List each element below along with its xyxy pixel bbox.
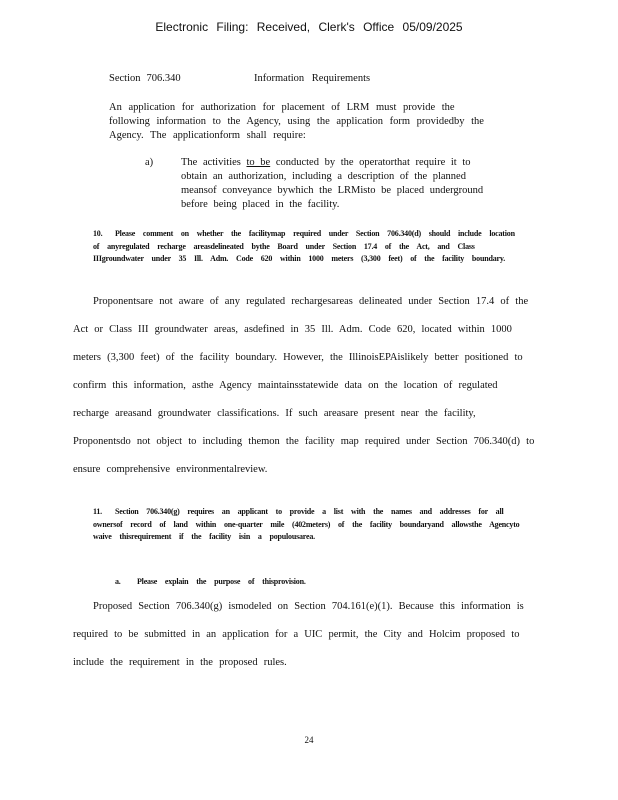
section-intro-paragraph: An application for authorization for placement of LRM must provide the following information to the Agency, using the application form providedby the Agency. The applicationform shall require: — [109, 102, 484, 141]
section-title: Information Requirements — [254, 73, 371, 84]
page-number: 24 — [304, 735, 314, 745]
section-item-a — [145, 156, 485, 212]
question-10-text: Please comment on whether the facilitymap required under Section 706.340(d) should include location of anyregulated recharge areasdelineated bythe Board under Section 17.4 of the Act, and Class IIIgroundwater under 35 Ill. Adm. Code 620 within 1000 meters (3,300 feet) of the facility boundary. — [93, 229, 515, 263]
item-a-text — [181, 156, 485, 212]
answer-10-text: Proponentsare not aware of any regulated rechargesareas delineated under Section 17.4 of the Act or Class III groundwater areas, asdefined in 35 Ill. Adm. Code 620, located within 1000 meters (3,300 feet) of the facility boundary. However, the IllinoisEPAislikely better positioned to confirm this information, asthe Agency maintainsstatewide data on the location of regulated recharge areasand groundwater classifications. If such areasare present near the facility, Proponentsdo not object to including themon the facility map required under Section 706.340(d) to ensure comprehensive environmentalreview. — [73, 296, 535, 475]
question-11a-text: Please explain the purpose of thisprovision. — [137, 577, 306, 586]
question-11-text: Section 706.340(g) requires an applicant to provide a list with the names and addresses for all ownersof record of land within one-quarter mile (402meters) of the facility boundaryand allowsthe Agencyto waive thisrequirement if the facility isin a populousarea. — [93, 507, 520, 541]
answer-11a-text: Proposed Section 706.340(g) ismodeled on Section 704.161(e)(1). Because this information is required to be submitted in an application for a UIC permit, the City and Holcim proposed to include the requirement in the proposed rules. — [73, 601, 524, 668]
question-11a — [115, 576, 365, 589]
item-a-underlined-text: to be — [246, 157, 271, 168]
question-11-number: 11. — [93, 507, 102, 516]
question-10-number: 10. — [93, 229, 103, 238]
section-heading — [109, 73, 371, 84]
filing-stamp-header: Electronic Filing: Received, Clerk's Office 05/09/2025 — [155, 20, 463, 34]
item-a-text-start: The activities — [181, 157, 247, 168]
answer-10-paragraph — [73, 288, 535, 484]
item-a-label: a) — [145, 157, 154, 168]
item-a-text-end: conducted by the operatorthat require it to obtain an authorization, including a description of the planned meansof conveyance bywhich the LRMisto be placed underground before being placed in the facility. — [181, 157, 484, 210]
question-11 — [93, 506, 521, 544]
section-number: 706.340 — [146, 73, 181, 84]
question-11a-label: a. — [115, 577, 121, 586]
section-label: Section — [109, 73, 141, 84]
answer-11a-paragraph — [73, 593, 535, 677]
question-10 — [93, 228, 523, 266]
